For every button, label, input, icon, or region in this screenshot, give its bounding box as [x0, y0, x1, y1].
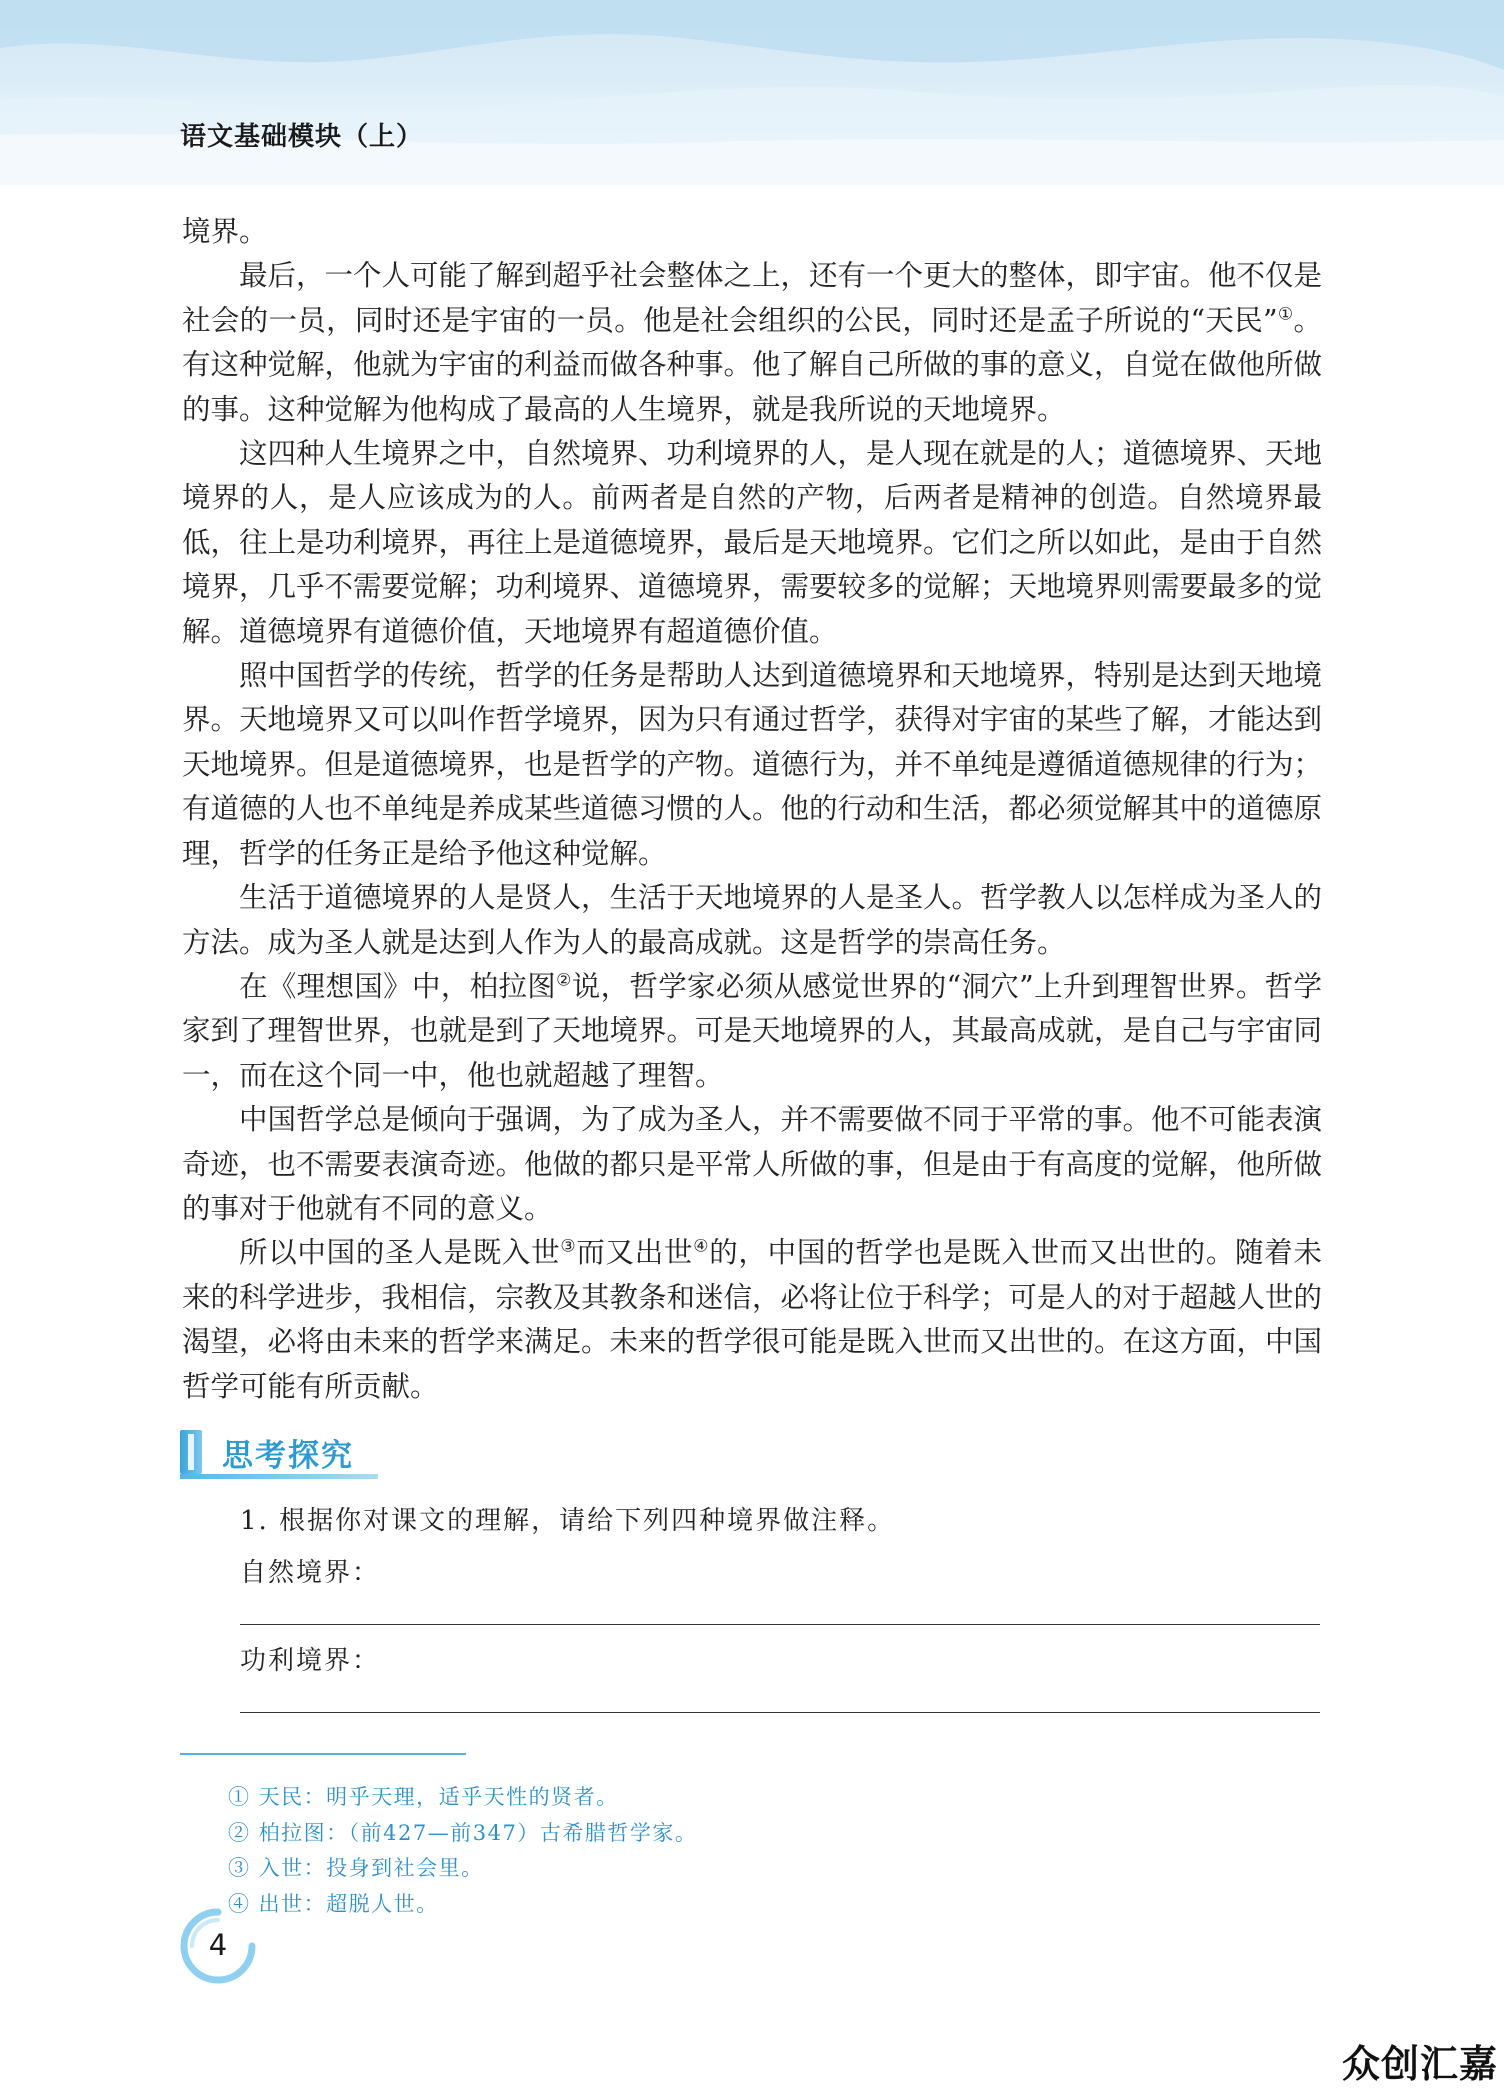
footnote-divider — [180, 1753, 466, 1755]
paragraph: 中国哲学总是倾向于强调，为了成为圣人，并不需要做不同于平常的事。他不可能表演奇迹，也不需要表演奇迹。他做的都只是平常人所做的事，但是由于有高度的觉解，他所做的事对于他就有不同的意义。 — [182, 1103, 1323, 1225]
paragraph: 生活于道德境界的人是贤人，生活于天地境界的人是圣人。哲学教人以怎样成为圣人的方法。成为圣人就是达到人作为人的最高成就。这是哲学的崇高任务。 — [182, 881, 1323, 959]
watermark: 众创汇嘉 — [1341, 2042, 1498, 2086]
footnote: ① 天民：明乎天理，适乎天性的贤者。 — [228, 1785, 619, 1809]
footnote: ② 柏拉图：（前427—前347）古希腊哲学家。 — [228, 1820, 698, 1845]
answer-line-natural[interactable] — [240, 1624, 1320, 1625]
footnote-ref-4: ④ — [693, 1236, 710, 1257]
footnotes — [228, 1780, 697, 1922]
book-title: 语文基础模块（上） — [180, 122, 424, 152]
header-band — [0, 0, 1504, 185]
exercise-question: 1. 根据你对课文的理解，请给下列四种境界做注释。 — [240, 1506, 896, 1536]
footnote-ref-1: ① — [1277, 304, 1294, 325]
body-text — [182, 210, 1322, 1409]
footnote: ④ 出世：超脱人世。 — [228, 1891, 439, 1916]
section-title: 思考探究 — [222, 1438, 354, 1474]
answer-label-natural: 自然境界： — [240, 1558, 381, 1588]
section-heading — [180, 1424, 380, 1480]
paragraph: 所以中国的圣人是既入世③而又出世④的，中国的哲学也是既入世而又出世的。随着未来的科学进步，我相信，宗教及其教条和迷信，必将让位于科学；可是人的对于超越人世的渴望，必将由未来的哲学来满足。未来的哲学很可能是既入世而又出世的。在这方面，中国哲学可能有所贡献。 — [182, 1236, 1323, 1403]
paragraph: 这四种人生境界之中，自然境界、功利境界的人，是人现在就是的人；道德境界、天地境界的人，是人应该成为的人。前两者是自然的产物，后两者是精神的创造。自然境界最低，往上是功利境界，再往上是道德境界，最后是天地境界。它们之所以如此，是由于自然境界，几乎不需要觉解；功利境界、道德境界，需要较多的觉解；天地境界则需要最多的觉解。道德境界有道德价值，天地境界有超道德价值。 — [182, 437, 1323, 648]
footnote-ref-3: ③ — [560, 1236, 577, 1257]
footnote-ref-2: ② — [556, 970, 572, 991]
paragraph: 在《理想国》中，柏拉图②说，哲学家必须从感觉世界的“洞穴”上升到理智世界。哲学家到了理智世界，也就是到了天地境界。可是天地境界的人，其最高成就，是自己与宇宙同一，而在这个同一中，他也就超越了理智。 — [182, 969, 1323, 1092]
paragraph: 境界。 — [182, 215, 268, 248]
answer-label-utilitarian: 功利境界： — [240, 1646, 381, 1676]
footnote: ③ 入世：投身到社会里。 — [228, 1856, 484, 1880]
mountain-wave-graphic — [0, 0, 1504, 185]
paragraph: 最后，一个人可能了解到超乎社会整体之上，还有一个更大的整体，即宇宙。他不仅是社会的一员，同时还是宇宙的一员。他是社会组织的公民，同时还是孟子所说的“天民”①。有这种觉解，他就为宇宙的利益而做各种事。他了解自己所做的事的意义，自觉在做他所做的事。这种觉解为他构成了最高的人生境界，就是我所说的天地境界。 — [182, 259, 1323, 426]
paragraph: 照中国哲学的传统，哲学的任务是帮助人达到道德境界和天地境界，特别是达到天地境界。天地境界又可以叫作哲学境界，因为只有通过哲学，获得对宇宙的某些了解，才能达到天地境界。但是道德境界，也是哲学的产物。道德行为，并不单纯是遵循道德规律的行为；有道德的人也不单纯是养成某些道德习惯的人。他的行动和生活，都必须觉解其中的道德原理，哲学的任务正是给予他这种觉解。 — [182, 659, 1323, 870]
answer-line-utilitarian[interactable] — [240, 1712, 1320, 1713]
page-number: 4 — [208, 1928, 228, 1962]
page-number-badge — [178, 1906, 258, 1986]
